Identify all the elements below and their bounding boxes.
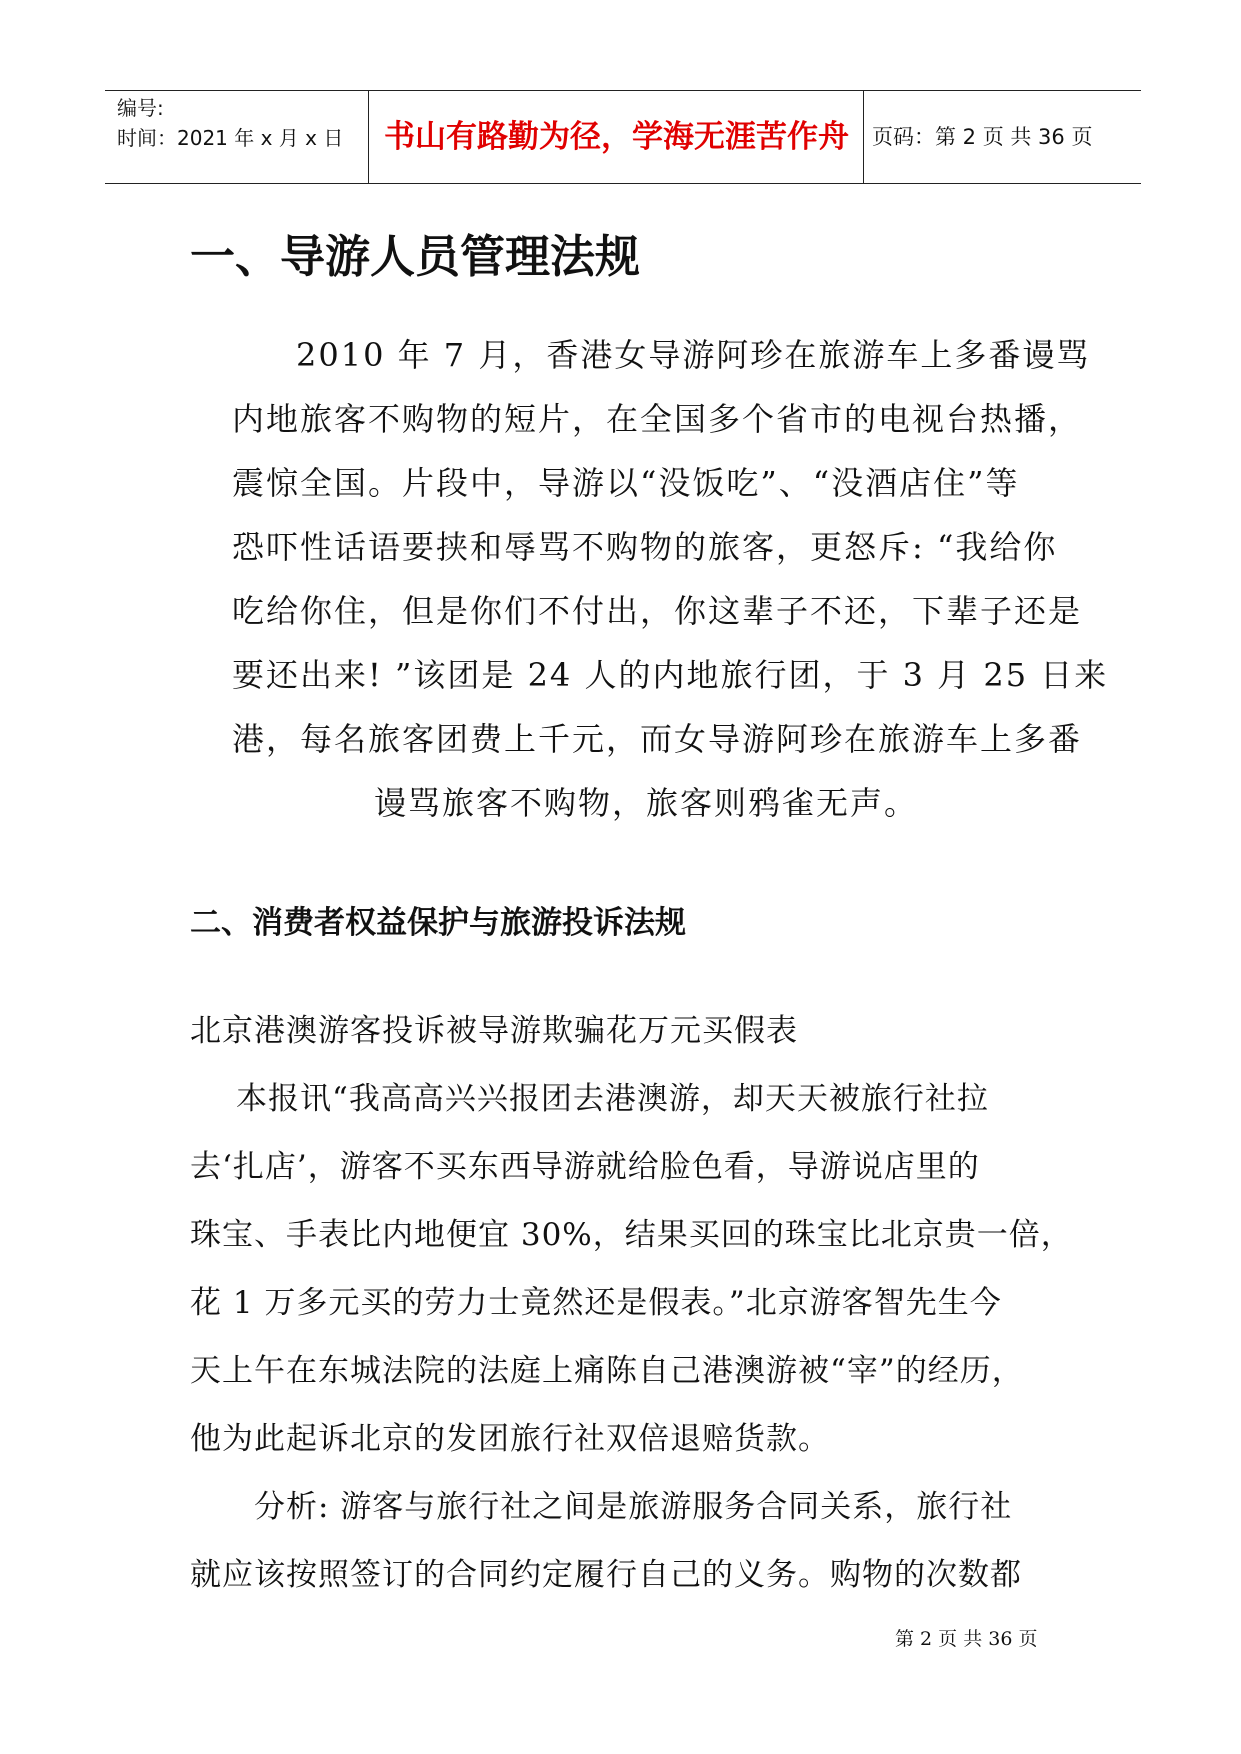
section2-line: 去‘扎店’，游客不买东西导游就给脸色看，导游说店里的 [190,1149,980,1185]
section2-line: 就应该按照签订的合同约定履行自己的义务。购物的次数都 [190,1557,1022,1593]
header-page-info: 页码：第 2 页 共 36 页 [872,125,1093,149]
footer-page-number: 第 2 页 共 36 页 [895,1628,1038,1650]
header-number-label: 编号: [117,96,164,120]
section2-line: 天上午在东城法院的法庭上痛陈自己港澳游被“宰”的经历， [190,1353,1024,1389]
page-header [105,90,1141,184]
section1-line: 吃给你住，但是你们不付出，你这辈子不还，下辈子还是 [232,592,1083,630]
section1-line: 要还出来! ”该团是 24 人的内地旅行团，于 3 月 25 日来 [232,656,1109,694]
section1-title: 一、导游人员管理法规 [190,230,641,283]
section2-line: 北京港澳游客投诉被导游欺骗花万元买假表 [190,1013,798,1049]
section2-title: 二、消费者权益保护与旅游投诉法规 [190,905,686,941]
header-motto: 书山有路勤为径，学海无涯苦作舟 [384,119,849,155]
section1-line: 港，每名旅客团费上千元，而女导游阿珍在旅游车上多番 [232,720,1083,758]
section2-line: 他为此起诉北京的发团旅行社双倍退赔货款。 [190,1421,830,1457]
header-divider-left [368,91,369,183]
section2-line: 分析: 游客与旅行社之间是旅游服务合同关系，旅行社 [254,1489,1013,1525]
header-divider-right [863,91,864,183]
section2-line: 本报讯“我高高兴兴报团去港澳游，却天天被旅行社拉 [236,1081,989,1117]
header-time-label: 时间：2021 年 x 月 x 日 [117,126,344,150]
section1-line: 2010 年 7 月，香港女导游阿珍在旅游车上多番谩骂 [296,336,1091,374]
header-meta [117,93,343,153]
section2-line: 珠宝、手表比内地便宜 30%，结果买回的珠宝比北京贵一倍， [190,1217,1073,1253]
section1-line: 谩骂旅客不购物，旅客则鸦雀无声。 [374,784,919,822]
section1-line: 恐吓性话语要挟和辱骂不购物的旅客，更怒斥: “我给你 [232,528,1058,566]
section1-line: 内地旅客不购物的短片，在全国多个省市的电视台热播， [232,400,1083,438]
section2-line: 花 1 万多元买的劳力士竟然还是假表。”北京游客智先生今 [190,1285,1002,1321]
section1-line: 震惊全国。片段中，导游以“没饭吃”、“没酒店住”等 [232,464,1020,502]
